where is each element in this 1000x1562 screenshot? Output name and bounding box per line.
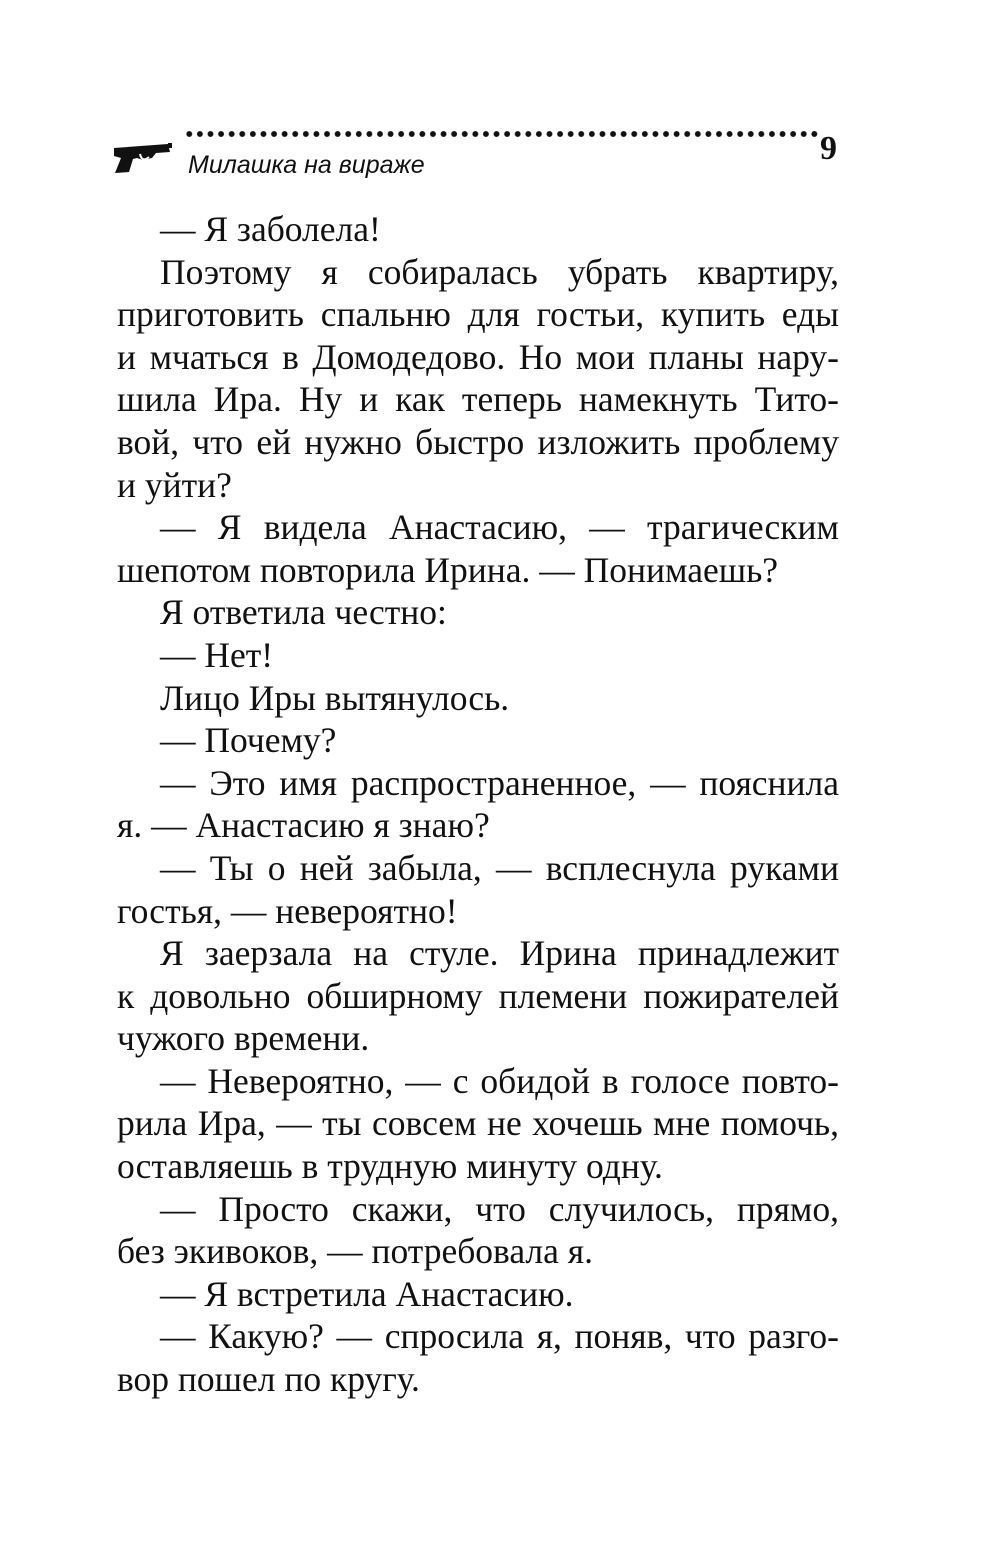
text-line: Поэтому я собиралась убрать квартиру, bbox=[160, 251, 839, 292]
text-line: я. — Анастасию я знаю? bbox=[117, 805, 490, 846]
text-line: шепотом повторила Ирина. — Понимаешь? bbox=[117, 549, 779, 590]
text-line: — Я заболела! bbox=[160, 209, 381, 249]
text-line: — Я видела Анастасию, — трагическим bbox=[160, 507, 839, 548]
text-line: — Какую? — спросила я, поняв, что разго- bbox=[160, 1316, 839, 1357]
text-line: к довольно обширному племени пожирателей bbox=[117, 975, 839, 1016]
text-line: — Ты о ней забыла, — всплеснула руками bbox=[160, 847, 839, 888]
text-line: — Невероятно, — с обидой в голосе повто- bbox=[160, 1060, 839, 1101]
text-line: приготовить спальню для гостьи, купить еды bbox=[117, 294, 839, 335]
text-line: вой, что ей нужно быстро изложить проблему bbox=[117, 421, 839, 462]
text-line: и мчаться в Домодедово. Но мои планы нару- bbox=[117, 336, 839, 377]
text-line: без экивоков, — потребовала я. bbox=[117, 1231, 593, 1272]
text-line: — Нет! bbox=[160, 634, 274, 675]
text-line: — Почему? bbox=[160, 720, 337, 761]
text-line: оставляешь в трудную минуту одну. bbox=[117, 1146, 663, 1187]
text-line: вор пошел по кругу. bbox=[117, 1359, 420, 1400]
page-number: 9 bbox=[820, 130, 837, 167]
dotted-rule bbox=[184, 128, 820, 140]
text-line: рила Ира, — ты совсем не хочешь мне помочь, bbox=[117, 1103, 839, 1144]
text-line: — Это имя распространенное, — пояснила bbox=[160, 762, 839, 803]
text-line: — Просто скажи, что случилось, прямо, bbox=[160, 1188, 839, 1229]
text-line: шила Ира. Ну и как теперь намекнуть Тито- bbox=[117, 379, 839, 420]
text-line: Я заерзала на стуле. Ирина принадлежит bbox=[160, 933, 839, 974]
text-line: Я ответила честно: bbox=[160, 592, 447, 633]
text-line: — Я встретила Анастасию. bbox=[160, 1273, 574, 1314]
revolver-icon bbox=[112, 136, 174, 174]
text-line: чужого времени. bbox=[117, 1018, 370, 1059]
page-header bbox=[112, 128, 852, 188]
text-line: Лицо Иры вытянулось. bbox=[160, 677, 510, 718]
running-title: Милашка на вираже bbox=[188, 151, 425, 179]
body-text bbox=[117, 208, 839, 1401]
text-line: гостья, — невероятно! bbox=[117, 890, 458, 931]
text-line: и уйти? bbox=[117, 464, 232, 505]
